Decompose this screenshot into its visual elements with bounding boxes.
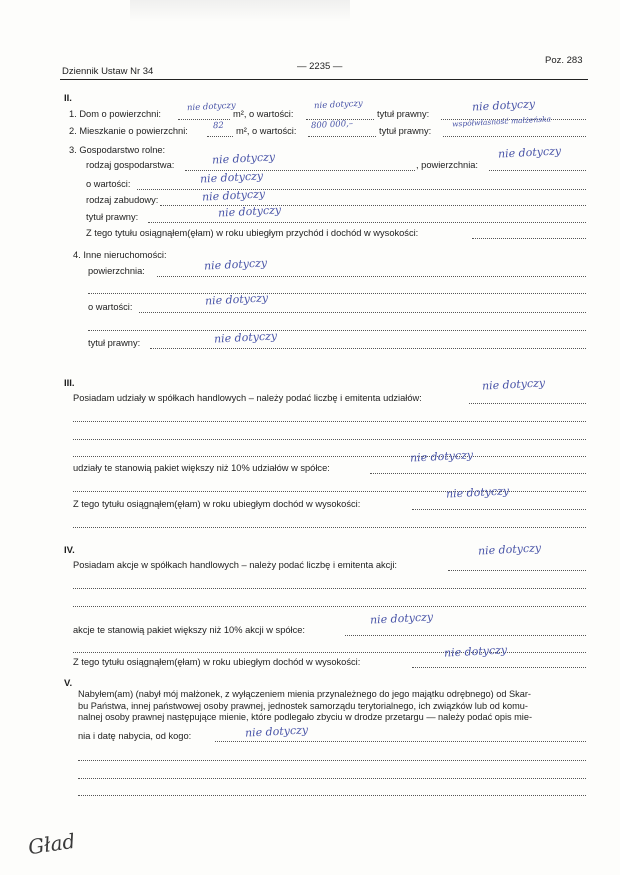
shares-line-4 (73, 456, 586, 457)
other-value-line-2 (88, 330, 586, 331)
shares-income-line-2 (73, 527, 586, 528)
flat-label: 2. Mieszkanie o powierzchni: (69, 126, 188, 136)
flat-title-label: tytuł prawny: (379, 126, 432, 136)
farm-income-label: Z tego tytułu osiągnąłem(ęłam) w roku ubiegłym przychód i dochód w wysokości: (86, 228, 419, 238)
acquired-line-3 (78, 778, 586, 779)
section-2-heading: II. (64, 93, 72, 104)
other-property-label: 4. Inne nieruchomości: (73, 250, 167, 260)
acquired-property-text (78, 689, 618, 724)
flat-area-line (207, 136, 233, 137)
farm-building-value: nie dotyczy (201, 187, 266, 204)
shares-income-label: Z tego tytułu osiągnąłem(ęłam) w roku ubiegłym dochód w wysokości: (73, 499, 361, 509)
page-number: — 2235 — (297, 61, 343, 72)
stocks-income-value: nie dotyczy (443, 643, 508, 660)
farm-value-label: o wartości: (86, 179, 131, 189)
house-area-value: nie dotyczy (186, 100, 236, 114)
farm-area-value: nie dotyczy (497, 144, 562, 161)
farm-label: 3. Gospodarstwo rolne: (69, 145, 166, 155)
house-value: nie dotyczy (313, 98, 363, 112)
other-title-line (150, 348, 586, 349)
shares-packet-line (370, 473, 586, 474)
acquired-line-4: nia i datę nabycia, od kogo: (78, 731, 192, 741)
flat-value: 800 000,– (310, 118, 354, 132)
other-title-value: nie dotyczy (213, 329, 278, 346)
house-m2-label: m², o wartości: (233, 109, 294, 119)
other-title-label: tytuł prawny: (88, 338, 141, 348)
house-title-value: nie dotyczy (471, 97, 536, 114)
farm-type-label: rodzaj gospodarstwa: (86, 160, 175, 170)
flat-value-line (308, 136, 376, 137)
initials-signature: Gład (26, 828, 77, 860)
scan-artifact (130, 0, 350, 22)
other-area-line-2 (88, 293, 586, 294)
farm-building-label: rodzaj zabudowy: (86, 195, 159, 205)
farm-title-value: nie dotyczy (217, 203, 282, 220)
stocks-packet-label: akcje te stanowią pakiet większy niż 10% akcji w spółce: (73, 625, 306, 635)
acquired-line-1: Nabyłem(am) (nabył mój małżonek, z wyłączeniem mienia przynależnego do jego majątku odrębnego) od Skar- (78, 689, 531, 699)
stocks-line-3 (73, 606, 586, 607)
shares-income-value: nie dotyczy (445, 484, 510, 501)
other-area-line (157, 276, 586, 277)
flat-area-value: 82 (212, 120, 225, 132)
acquired-value: nie dotyczy (244, 723, 309, 740)
journal-title: Dziennik Ustaw Nr 34 (62, 66, 154, 77)
section-4-heading: IV. (64, 545, 75, 556)
flat-title-value: współwłasność małżeńska (451, 114, 552, 129)
farm-type-value: nie dotyczy (211, 150, 276, 167)
stocks-label: Posiadam akcje w spółkach handlowych – należy podać liczbę i emitenta akcji: (73, 560, 398, 570)
farm-area-label: , powierzchnia: (416, 160, 479, 170)
other-value-label: o wartości: (88, 302, 133, 312)
other-value-line (139, 312, 586, 313)
acquired-line (215, 741, 586, 742)
house-title-label: tytuł prawny: (377, 109, 430, 119)
shares-line-2 (73, 421, 586, 422)
section-3-heading: III. (64, 378, 75, 389)
stocks-packet-line (345, 635, 586, 636)
stocks-packet-line-2 (73, 652, 586, 653)
stocks-line-2 (73, 588, 586, 589)
other-area-label: powierzchnia: (88, 266, 145, 276)
shares-value: nie dotyczy (481, 376, 546, 393)
flat-title-line (443, 136, 586, 137)
house-label: 1. Dom o powierzchni: (69, 109, 161, 119)
stocks-income-line (412, 667, 586, 668)
flat-m2-label: m², o wartości: (236, 126, 297, 136)
stocks-value: nie dotyczy (477, 541, 542, 558)
header-rule (60, 79, 588, 80)
shares-line (469, 403, 586, 404)
acquired-line-2: bu Państwa, innej państwowej osoby prawnej, jednostek samorządu terytorialnego, ich związków lub od komu- (78, 700, 528, 711)
shares-line-3 (73, 439, 586, 440)
shares-packet-label: udziały te stanowią pakiet większy niż 10% udziałów w spółce: (73, 463, 330, 473)
other-area-value: nie dotyczy (203, 256, 268, 273)
farm-area-line (489, 170, 586, 171)
shares-packet-value: nie dotyczy (409, 448, 474, 465)
section-5-heading: V. (64, 678, 73, 689)
farm-value: nie dotyczy (199, 169, 264, 186)
stocks-income-label: Z tego tytułu osiągnąłem(ęłam) w roku ubiegłym dochód w wysokości: (73, 657, 361, 667)
farm-title-label: tytuł prawny: (86, 212, 139, 222)
other-value: nie dotyczy (204, 291, 269, 308)
acquired-line-3: nalnej osoby prawnej następujące mienie, które podlegało zbyciu w drodze przetargu — należy podać opis mie- (78, 712, 533, 723)
stocks-packet-value: nie dotyczy (369, 610, 434, 627)
stocks-line (448, 570, 586, 571)
position-number: Poz. 283 (545, 55, 583, 66)
farm-title-line (148, 222, 586, 223)
acquired-line-2 (78, 760, 586, 761)
shares-income-line (412, 509, 586, 510)
shares-label: Posiadam udziały w spółkach handlowych – należy podać liczbę i emitenta udziałów: (73, 393, 422, 403)
farm-income-line (472, 238, 586, 239)
acquired-line-4 (78, 795, 586, 796)
